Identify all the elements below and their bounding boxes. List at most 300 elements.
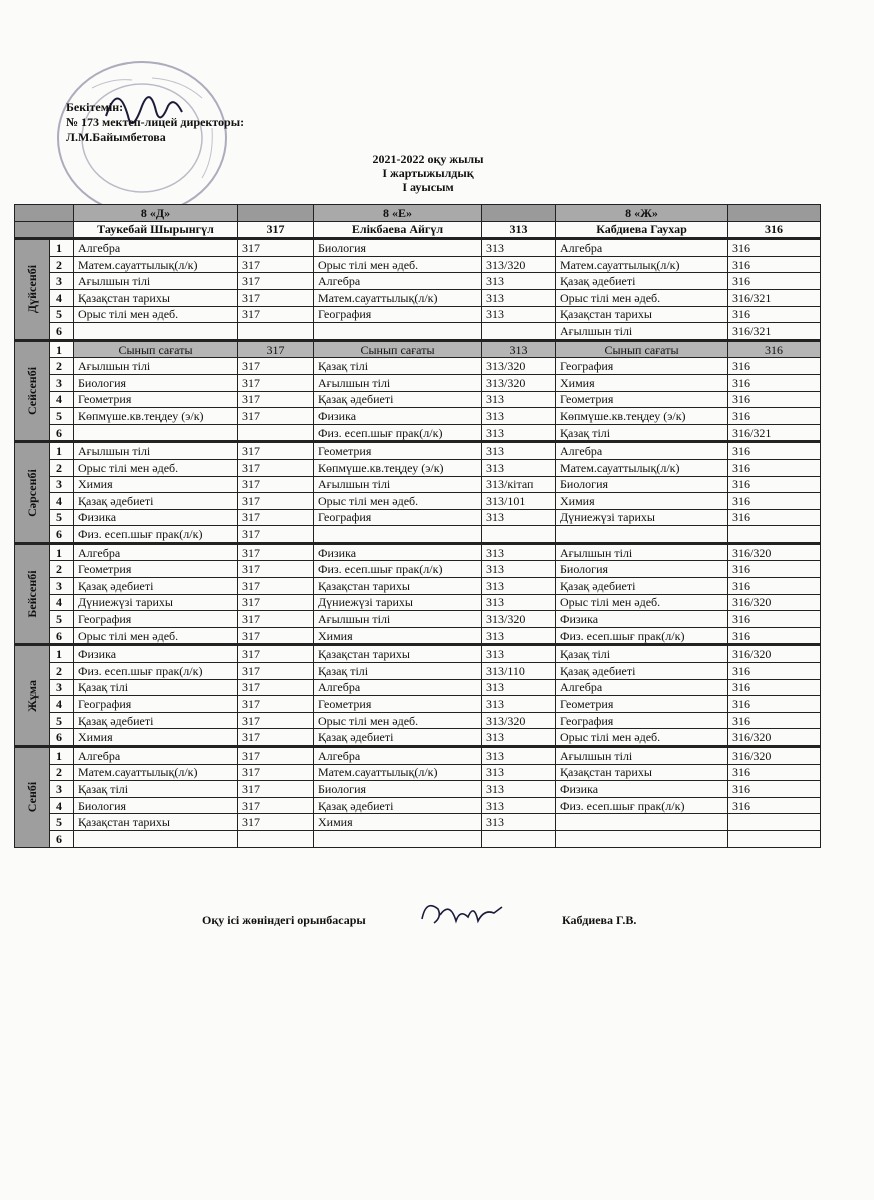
subject-cell: Ағылшын тілі [556, 747, 728, 765]
room-cell: 313 [482, 627, 556, 645]
room-cell: 317 [238, 561, 314, 578]
subject-cell: Физ. есеп.шығ прак(л/к) [74, 526, 238, 544]
room-cell: 313 [482, 814, 556, 831]
room-cell: 317 [238, 408, 314, 425]
room-cell: 313 [482, 764, 556, 781]
lesson-row [15, 391, 821, 408]
room-cell [728, 830, 821, 847]
room-cell: 316 [728, 408, 821, 425]
class-name-spacer [482, 205, 556, 222]
subject-cell: Сынып сағаты [314, 340, 482, 358]
subject-cell: Қазақстан тарихы [556, 306, 728, 323]
room-cell: 316 [728, 459, 821, 476]
lesson-row [15, 509, 821, 526]
room-cell: 317 [238, 358, 314, 375]
room-cell: 317 [238, 543, 314, 561]
lesson-row [15, 493, 821, 510]
room-cell: 313 [482, 273, 556, 290]
subject-cell: Ағылшын тілі [74, 358, 238, 375]
header-teacher-row [15, 221, 821, 239]
lesson-number: 4 [50, 493, 74, 510]
subject-cell: Орыс тілі мен әдеб. [314, 712, 482, 729]
class-teacher: Кабдиева Гаухар [556, 221, 728, 239]
subject-cell: Геометрия [314, 696, 482, 713]
room-cell: 317 [238, 273, 314, 290]
subject-cell: Орыс тілі мен әдеб. [74, 627, 238, 645]
room-cell: 316/321 [728, 323, 821, 341]
room-cell: 317 [238, 340, 314, 358]
subject-cell: Алгебра [314, 747, 482, 765]
room-cell: 316/320 [728, 747, 821, 765]
subject-cell: Қазақ тілі [314, 358, 482, 375]
room-cell: 313 [482, 459, 556, 476]
lesson-number: 5 [50, 306, 74, 323]
lesson-row [15, 340, 821, 358]
room-cell: 313 [482, 747, 556, 765]
subject-cell: Физ. есеп.шығ прак(л/к) [74, 663, 238, 680]
subject-cell: Физика [556, 611, 728, 628]
lesson-row [15, 712, 821, 729]
subject-cell: Қазақ әдебиеті [74, 712, 238, 729]
approval-line-2: № 173 мектеп-лицей директоры: [66, 115, 245, 129]
lesson-number: 2 [50, 459, 74, 476]
room-cell: 313 [482, 679, 556, 696]
lesson-number: 4 [50, 594, 74, 611]
lesson-row [15, 323, 821, 341]
day-name: Дүйсенбі [25, 265, 39, 314]
subject-cell: Алгебра [74, 747, 238, 765]
room-cell: 316 [728, 391, 821, 408]
room-cell: 313 [482, 797, 556, 814]
day-label [15, 645, 50, 747]
subject-cell: Физ. есеп.шығ прак(л/к) [314, 424, 482, 442]
day-name: Сенбі [25, 782, 39, 813]
class-name-spacer [238, 205, 314, 222]
room-cell: 317 [238, 729, 314, 747]
lesson-row [15, 543, 821, 561]
subject-cell: Физика [74, 645, 238, 663]
subject-cell: Орыс тілі мен әдеб. [314, 493, 482, 510]
subject-cell: Геометрия [74, 391, 238, 408]
room-cell: 313 [482, 696, 556, 713]
lesson-row [15, 256, 821, 273]
subject-cell: Қазақстан тарихы [74, 289, 238, 306]
room-cell: 316 [728, 627, 821, 645]
room-cell: 316 [728, 764, 821, 781]
subject-cell: Дүниежүзі тарихы [74, 594, 238, 611]
subject-cell: Орыс тілі мен әдеб. [314, 256, 482, 273]
document-heading [300, 152, 556, 194]
subject-cell: Қазақ әдебиеті [74, 493, 238, 510]
subject-cell [74, 830, 238, 847]
day-label [15, 442, 50, 544]
lesson-number: 1 [50, 340, 74, 358]
room-cell: 316 [728, 374, 821, 391]
room-cell: 316 [728, 679, 821, 696]
subject-cell: Көпмүше.кв.теңдеу (э/к) [556, 408, 728, 425]
subject-cell: Физика [314, 408, 482, 425]
lesson-row [15, 306, 821, 323]
lesson-number: 3 [50, 273, 74, 290]
subject-cell: Ағылшын тілі [556, 543, 728, 561]
approval-line-3: Л.М.Байымбетова [66, 130, 166, 144]
room-cell [238, 424, 314, 442]
class-name: 8 «Е» [314, 205, 482, 222]
subject-cell: Химия [556, 493, 728, 510]
subject-cell: Ағылшын тілі [74, 442, 238, 460]
subject-cell: Биология [556, 476, 728, 493]
room-cell: 313 [482, 306, 556, 323]
room-cell: 316 [728, 239, 821, 257]
class-room: 316 [728, 221, 821, 239]
subject-cell: География [556, 712, 728, 729]
subject-cell: Қазақ әдебиеті [314, 729, 482, 747]
room-cell: 316/320 [728, 729, 821, 747]
room-cell: 316/320 [728, 594, 821, 611]
day-label [15, 747, 50, 848]
room-cell: 313/320 [482, 374, 556, 391]
room-cell: 313 [482, 340, 556, 358]
room-cell: 316 [728, 493, 821, 510]
room-cell: 317 [238, 814, 314, 831]
room-cell: 313/101 [482, 493, 556, 510]
room-cell [728, 526, 821, 544]
approval-block [66, 100, 244, 145]
subject-cell: Көпмүше.кв.теңдеу (э/к) [314, 459, 482, 476]
room-cell: 313 [482, 781, 556, 798]
lesson-row [15, 594, 821, 611]
room-cell: 316 [728, 712, 821, 729]
deputy-signature [416, 895, 506, 931]
room-cell: 317 [238, 239, 314, 257]
subject-cell: Қазақ әдебиеті [314, 797, 482, 814]
room-cell: 317 [238, 442, 314, 460]
lesson-row [15, 442, 821, 460]
lesson-number: 6 [50, 323, 74, 341]
subject-cell: Орыс тілі мен әдеб. [556, 289, 728, 306]
room-cell: 313 [482, 543, 556, 561]
subject-cell: Ағылшын тілі [314, 476, 482, 493]
subject-cell: Биология [314, 239, 482, 257]
lesson-number: 4 [50, 391, 74, 408]
subject-cell: Ағылшын тілі [314, 374, 482, 391]
room-cell: 313 [482, 594, 556, 611]
room-cell: 317 [238, 764, 314, 781]
subject-cell: Ағылшын тілі [314, 611, 482, 628]
subject-cell: Химия [314, 814, 482, 831]
lesson-number: 4 [50, 797, 74, 814]
lesson-number: 1 [50, 645, 74, 663]
subject-cell [74, 323, 238, 341]
room-cell: 313 [482, 578, 556, 595]
subject-cell: Алгебра [556, 239, 728, 257]
lesson-number: 5 [50, 408, 74, 425]
lesson-number: 5 [50, 611, 74, 628]
subject-cell: Геометрия [74, 561, 238, 578]
subject-cell: Геометрия [556, 696, 728, 713]
lesson-number: 2 [50, 358, 74, 375]
subject-cell [556, 814, 728, 831]
lesson-row [15, 729, 821, 747]
lesson-number: 1 [50, 442, 74, 460]
subject-cell: Алгебра [314, 273, 482, 290]
lesson-row [15, 239, 821, 257]
approval-line-1: Бекітемін: [66, 100, 124, 114]
subject-cell: Матем.сауаттылық(л/к) [74, 256, 238, 273]
academic-year: 2021-2022 оқу жылы [372, 152, 484, 166]
subject-cell: Қазақстан тарихы [314, 578, 482, 595]
room-cell: 317 [238, 391, 314, 408]
room-cell: 316 [728, 256, 821, 273]
room-cell: 317 [238, 256, 314, 273]
room-cell: 313/320 [482, 358, 556, 375]
lesson-number: 1 [50, 543, 74, 561]
subject-cell [314, 323, 482, 341]
footer-name: Кабдиева Г.В. [562, 913, 637, 927]
subject-cell: Орыс тілі мен әдеб. [74, 459, 238, 476]
subject-cell: География [74, 696, 238, 713]
lesson-row [15, 696, 821, 713]
subject-cell: Қазақ әдебиеті [314, 391, 482, 408]
subject-cell: Дүниежүзі тарихы [556, 509, 728, 526]
room-cell: 313/320 [482, 611, 556, 628]
day-name: Жұма [25, 679, 39, 712]
room-cell: 317 [238, 712, 314, 729]
lesson-row [15, 526, 821, 544]
lesson-number: 1 [50, 239, 74, 257]
subject-cell: Орыс тілі мен әдеб. [556, 729, 728, 747]
subject-cell: Қазақ әдебиеті [74, 578, 238, 595]
room-cell [238, 830, 314, 847]
room-cell: 316 [728, 781, 821, 798]
subject-cell: Физ. есеп.шығ прак(л/к) [314, 561, 482, 578]
subject-cell: Физика [314, 543, 482, 561]
room-cell: 317 [238, 578, 314, 595]
lesson-row [15, 578, 821, 595]
room-cell: 313 [482, 561, 556, 578]
room-cell: 317 [238, 696, 314, 713]
room-cell: 316 [728, 273, 821, 290]
subject-cell: Қазақ тілі [74, 781, 238, 798]
subject-cell: Қазақ әдебиеті [556, 663, 728, 680]
subject-cell: Орыс тілі мен әдеб. [74, 306, 238, 323]
room-cell: 313/110 [482, 663, 556, 680]
room-cell: 313 [482, 424, 556, 442]
lesson-row [15, 830, 821, 847]
subject-cell: Химия [74, 729, 238, 747]
day-label [15, 543, 50, 645]
room-cell: 317 [238, 747, 314, 765]
subject-cell: Матем.сауаттылық(л/к) [556, 459, 728, 476]
room-cell [482, 830, 556, 847]
lesson-row [15, 358, 821, 375]
footer-position: Оқу ісі жөніндегі орынбасары [202, 913, 366, 927]
subject-cell: Физ. есеп.шығ прак(л/к) [556, 797, 728, 814]
room-cell: 316 [728, 611, 821, 628]
lesson-number: 4 [50, 696, 74, 713]
lesson-row [15, 374, 821, 391]
lesson-number: 4 [50, 289, 74, 306]
subject-cell: Алгебра [556, 442, 728, 460]
room-cell: 313 [482, 239, 556, 257]
lesson-row [15, 476, 821, 493]
subject-cell: Биология [556, 561, 728, 578]
lesson-row [15, 663, 821, 680]
lesson-number: 6 [50, 729, 74, 747]
room-cell: 317 [238, 611, 314, 628]
day-name: Сейсенбі [25, 366, 39, 416]
subject-cell: Көпмүше.кв.теңдеу (э/к) [74, 408, 238, 425]
subject-cell: Физика [74, 509, 238, 526]
header-corner [15, 205, 74, 222]
room-cell [482, 526, 556, 544]
subject-cell: Биология [74, 374, 238, 391]
subject-cell: Ағылшын тілі [556, 323, 728, 341]
subject-cell: Физика [556, 781, 728, 798]
subject-cell [74, 424, 238, 442]
subject-cell: Биология [314, 781, 482, 798]
class-room: 317 [238, 221, 314, 239]
schedule-table [14, 204, 821, 848]
lesson-number: 2 [50, 256, 74, 273]
class-teacher: Елікбаева Айгүл [314, 221, 482, 239]
lesson-number: 6 [50, 526, 74, 544]
subject-cell: Химия [74, 476, 238, 493]
room-cell: 317 [238, 663, 314, 680]
header-corner-2 [15, 221, 74, 239]
class-name-spacer [728, 205, 821, 222]
lesson-row [15, 408, 821, 425]
header-class-row [15, 205, 821, 222]
room-cell: 317 [238, 627, 314, 645]
subject-cell: Биология [74, 797, 238, 814]
room-cell: 317 [238, 459, 314, 476]
subject-cell: Химия [314, 627, 482, 645]
class-name: 8 «Ж» [556, 205, 728, 222]
room-cell: 313 [482, 408, 556, 425]
lesson-number: 2 [50, 764, 74, 781]
room-cell: 317 [238, 476, 314, 493]
lesson-row [15, 289, 821, 306]
subject-cell: Қазақ тілі [556, 424, 728, 442]
subject-cell: Алгебра [74, 543, 238, 561]
room-cell: 317 [238, 509, 314, 526]
room-cell: 316 [728, 797, 821, 814]
subject-cell: География [314, 509, 482, 526]
room-cell: 317 [238, 679, 314, 696]
subject-cell: Қазақстан тарихы [314, 645, 482, 663]
lesson-number: 3 [50, 781, 74, 798]
room-cell: 316 [728, 561, 821, 578]
subject-cell: Ағылшын тілі [74, 273, 238, 290]
class-room: 313 [482, 221, 556, 239]
room-cell: 316/321 [728, 424, 821, 442]
room-cell: 317 [238, 645, 314, 663]
class-teacher: Таукебай Шырынгүл [74, 221, 238, 239]
room-cell [238, 323, 314, 341]
room-cell: 313 [482, 509, 556, 526]
subject-cell: Қазақстан тарихы [556, 764, 728, 781]
lesson-number: 6 [50, 830, 74, 847]
lesson-row [15, 424, 821, 442]
room-cell: 316 [728, 306, 821, 323]
lesson-number: 6 [50, 424, 74, 442]
subject-cell: Дүниежүзі тарихы [314, 594, 482, 611]
room-cell: 317 [238, 306, 314, 323]
day-name: Бейсенбі [25, 570, 39, 618]
room-cell: 317 [238, 493, 314, 510]
day-name: Сәрсенбі [25, 468, 39, 517]
room-cell: 316 [728, 340, 821, 358]
lesson-row [15, 627, 821, 645]
lesson-row [15, 561, 821, 578]
subject-cell [556, 830, 728, 847]
subject-cell: Орыс тілі мен әдеб. [556, 594, 728, 611]
room-cell: 316 [728, 578, 821, 595]
subject-cell: География [556, 358, 728, 375]
room-cell: 316 [728, 442, 821, 460]
room-cell: 316 [728, 663, 821, 680]
room-cell: 316 [728, 358, 821, 375]
room-cell: 313 [482, 442, 556, 460]
subject-cell: Сынып сағаты [556, 340, 728, 358]
room-cell: 317 [238, 594, 314, 611]
room-cell: 316 [728, 696, 821, 713]
lesson-number: 5 [50, 509, 74, 526]
lesson-number: 5 [50, 814, 74, 831]
room-cell: 313/320 [482, 256, 556, 273]
room-cell: 317 [238, 526, 314, 544]
room-cell: 316/321 [728, 289, 821, 306]
room-cell [482, 323, 556, 341]
room-cell: 316 [728, 476, 821, 493]
lesson-number: 3 [50, 578, 74, 595]
subject-cell: Алгебра [314, 679, 482, 696]
room-cell: 317 [238, 289, 314, 306]
lesson-row [15, 781, 821, 798]
subject-cell: Қазақ әдебиеті [556, 578, 728, 595]
subject-cell: Сынып сағаты [74, 340, 238, 358]
shift: І ауысым [402, 180, 454, 194]
subject-cell: География [74, 611, 238, 628]
subject-cell: Қазақ әдебиеті [556, 273, 728, 290]
lesson-number: 3 [50, 679, 74, 696]
subject-cell: Алгебра [556, 679, 728, 696]
room-cell: 313 [482, 391, 556, 408]
room-cell: 317 [238, 797, 314, 814]
lesson-number: 2 [50, 663, 74, 680]
lesson-row [15, 747, 821, 765]
lesson-number: 2 [50, 561, 74, 578]
room-cell: 313/кітап [482, 476, 556, 493]
lesson-row [15, 797, 821, 814]
subject-cell: Матем.сауаттылық(л/к) [314, 764, 482, 781]
day-label [15, 340, 50, 442]
subject-cell: Геометрия [556, 391, 728, 408]
subject-cell: Алгебра [74, 239, 238, 257]
subject-cell: Қазақ тілі [314, 663, 482, 680]
lesson-row [15, 611, 821, 628]
room-cell: 316 [728, 509, 821, 526]
lesson-row [15, 679, 821, 696]
subject-cell [314, 526, 482, 544]
lesson-row [15, 764, 821, 781]
room-cell: 313/320 [482, 712, 556, 729]
class-name: 8 «Д» [74, 205, 238, 222]
lesson-number: 5 [50, 712, 74, 729]
subject-cell: Қазақ тілі [74, 679, 238, 696]
room-cell: 313 [482, 289, 556, 306]
